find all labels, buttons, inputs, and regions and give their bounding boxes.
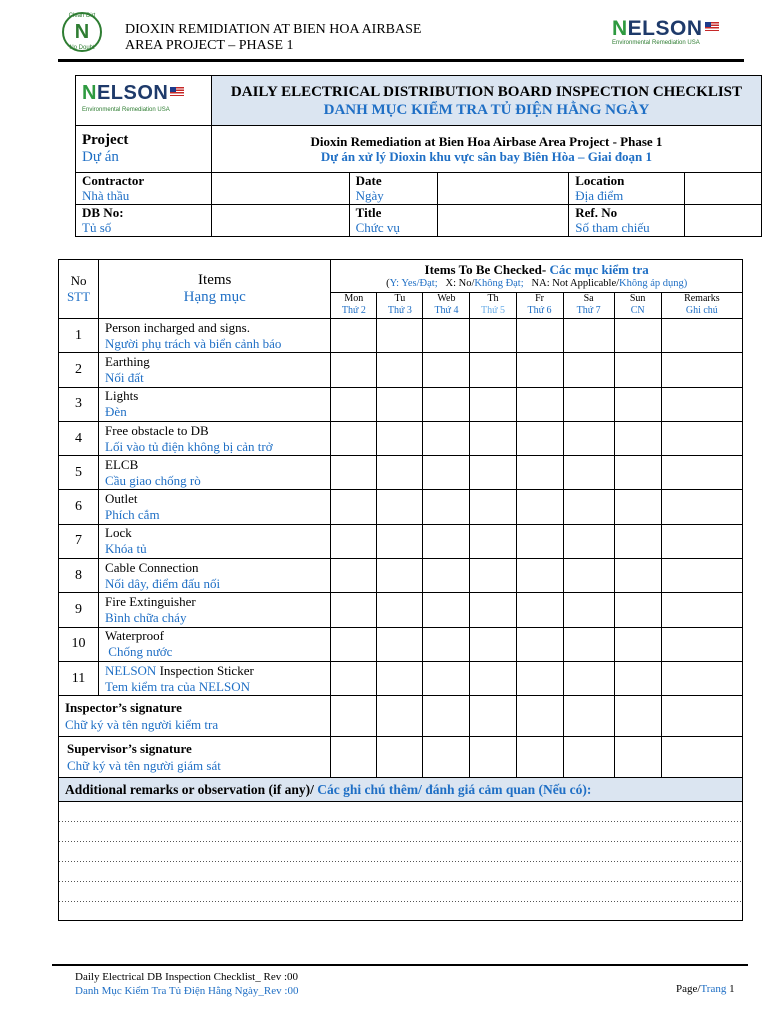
day-en: Mon xyxy=(344,293,364,304)
title-label-cell xyxy=(349,205,437,237)
row-number: 10 xyxy=(59,627,99,661)
legend-yes-vi: Đạt; xyxy=(419,278,438,289)
table-row xyxy=(59,421,743,455)
check-cell-tue[interactable] xyxy=(377,387,423,421)
check-cell-thu[interactable] xyxy=(470,319,516,353)
table-row xyxy=(59,559,743,593)
row-item xyxy=(99,627,331,661)
row-item-en: Free obstacle to DB xyxy=(105,422,209,438)
row-number: 3 xyxy=(59,387,99,421)
day-vi: Thứ 2 xyxy=(341,305,366,316)
day-en: Remarks xyxy=(684,293,720,304)
inspector-sign-fri[interactable] xyxy=(516,696,563,737)
check-cell-remarks[interactable] xyxy=(661,421,742,455)
check-cell-thu[interactable] xyxy=(470,524,516,558)
form-logo-cell xyxy=(76,76,212,126)
form-us-flag-icon xyxy=(170,87,184,96)
inspector-sign-thu[interactable] xyxy=(470,696,516,737)
check-cell-mon[interactable] xyxy=(331,661,377,695)
check-cell-remarks[interactable] xyxy=(661,524,742,558)
supervisor-sign-wed[interactable] xyxy=(423,737,470,778)
day-en: Fr xyxy=(535,293,544,304)
check-cell-thu[interactable] xyxy=(470,421,516,455)
row-item-en: Lock xyxy=(105,525,132,541)
row-item xyxy=(99,319,331,353)
check-cell-fri[interactable] xyxy=(516,387,563,421)
supervisor-sign-remarks[interactable] xyxy=(661,737,742,778)
check-cell-fri[interactable] xyxy=(516,661,563,695)
check-cell-thu[interactable] xyxy=(470,593,516,627)
check-cell-mon[interactable] xyxy=(331,593,377,627)
page-label-vi: Trang xyxy=(700,983,727,995)
row-item xyxy=(99,524,331,558)
page-number xyxy=(676,983,735,995)
day-header-sun xyxy=(614,293,661,319)
check-cell-mon[interactable] xyxy=(331,490,377,524)
row-item-en: Cable Connection xyxy=(105,559,199,575)
form-logo-tagline: Environmental Remediation USA xyxy=(82,107,170,113)
check-cell-fri[interactable] xyxy=(516,524,563,558)
check-cell-fri[interactable] xyxy=(516,421,563,455)
check-cell-tue[interactable] xyxy=(377,353,423,387)
check-cell-mon[interactable] xyxy=(331,456,377,490)
check-cell-wed[interactable] xyxy=(423,421,470,455)
row-item xyxy=(99,490,331,524)
check-cell-thu[interactable] xyxy=(470,456,516,490)
page-label-en: Page/ xyxy=(676,983,701,995)
items-header xyxy=(99,260,331,319)
inspector-sign-mon[interactable] xyxy=(331,696,377,737)
check-cell-tue[interactable] xyxy=(377,661,423,695)
date-label-vi: Ngày xyxy=(355,188,384,203)
ref-label-cell xyxy=(569,205,685,237)
check-cell-sat[interactable] xyxy=(563,627,614,661)
check-header-en: Items To Be Checked- xyxy=(424,262,547,277)
row-item-en: Person incharged and signs. xyxy=(105,319,250,335)
seal-bottom-text: No Doubt xyxy=(69,45,95,51)
table-row xyxy=(59,319,743,353)
check-cell-mon[interactable] xyxy=(331,524,377,558)
legend-no-vi: Không Đạt; xyxy=(474,278,524,289)
inspector-sign-sat[interactable] xyxy=(563,696,614,737)
items-header-vi: Hạng mục xyxy=(183,289,246,305)
row-number: 11 xyxy=(59,661,99,695)
check-cell-wed[interactable] xyxy=(423,627,470,661)
form-logo-n: N xyxy=(82,82,97,104)
logo-text: ELSON xyxy=(627,17,703,40)
inspector-signature-en: Inspector’s signature xyxy=(65,700,182,716)
row-item-vi: Cầu giao chống rò xyxy=(105,472,201,488)
check-cell-mon[interactable] xyxy=(331,353,377,387)
check-cell-remarks[interactable] xyxy=(661,319,742,353)
check-cell-remarks[interactable] xyxy=(661,387,742,421)
supervisor-sign-thu[interactable] xyxy=(470,737,516,778)
form-title-vi: DANH MỤC KIỂM TRA TỦ ĐIỆN HẰNG NGÀY xyxy=(323,101,650,118)
inspection-checklist-table xyxy=(58,259,743,921)
check-cell-thu[interactable] xyxy=(470,490,516,524)
location-label-en: Location xyxy=(575,173,625,188)
table-row xyxy=(59,627,743,661)
no-header-en: No xyxy=(70,273,87,288)
check-cell-wed[interactable] xyxy=(423,319,470,353)
project-label-cell xyxy=(76,126,212,173)
additional-remarks-header xyxy=(59,778,743,802)
us-flag-icon xyxy=(705,22,719,31)
seal-top-text: Clean Dirt xyxy=(68,13,96,19)
check-cell-sun[interactable] xyxy=(614,524,661,558)
check-cell-sun[interactable] xyxy=(614,456,661,490)
inspector-sign-sun[interactable] xyxy=(614,696,661,737)
row-item-vi: Nối dây, điểm đấu nối xyxy=(105,575,221,591)
row-item-en: Inspection Sticker xyxy=(156,662,254,678)
project-label-vi: Dự án xyxy=(82,149,119,165)
inspector-sign-remarks[interactable] xyxy=(661,696,742,737)
row-item-vi: Đèn xyxy=(105,404,127,420)
dbno-label-en: DB No: xyxy=(82,205,124,220)
check-cell-sun[interactable] xyxy=(614,353,661,387)
check-cell-sun[interactable] xyxy=(614,421,661,455)
row-item-en: Lights xyxy=(105,388,139,404)
day-header-sat xyxy=(563,293,614,319)
inspector-sign-wed[interactable] xyxy=(423,696,470,737)
header-title-line2: AREA PROJECT – PHASE 1 xyxy=(125,38,294,53)
table-row xyxy=(59,524,743,558)
table-row xyxy=(59,456,743,490)
inspector-signature-label xyxy=(59,696,331,737)
dbno-label-vi: Tủ số xyxy=(82,220,112,235)
footer-rule xyxy=(52,964,748,966)
form-title-cell xyxy=(211,76,761,126)
supervisor-sign-sun[interactable] xyxy=(614,737,661,778)
day-header-thu xyxy=(470,293,516,319)
footer-line-en: Daily Electrical DB Inspection Checklist_ Rev :00 xyxy=(75,971,299,983)
remarks-header xyxy=(661,293,742,319)
seal-letter: N xyxy=(74,20,90,43)
inspector-sign-tue[interactable] xyxy=(377,696,423,737)
table-row xyxy=(59,661,743,695)
supervisor-sign-fri[interactable] xyxy=(516,737,563,778)
check-cell-wed[interactable] xyxy=(423,353,470,387)
remarks-writing-area[interactable] xyxy=(59,802,743,921)
supervisor-sign-sat[interactable] xyxy=(563,737,614,778)
day-header-tue xyxy=(377,293,423,319)
check-cell-sun[interactable] xyxy=(614,490,661,524)
row-number: 1 xyxy=(59,319,99,353)
check-cell-thu[interactable] xyxy=(470,353,516,387)
clean-dirt-seal-logo xyxy=(62,12,102,52)
row-item-en: Waterproof xyxy=(105,628,164,644)
check-cell-fri[interactable] xyxy=(516,353,563,387)
day-vi: Thứ 3 xyxy=(387,305,412,316)
row-item xyxy=(99,387,331,421)
row-number: 4 xyxy=(59,421,99,455)
no-header-vi: STT xyxy=(66,289,91,304)
check-cell-mon[interactable] xyxy=(331,387,377,421)
legend-no-en: X: No/ xyxy=(445,278,475,289)
location-field[interactable] xyxy=(685,173,762,205)
check-cell-wed[interactable] xyxy=(423,524,470,558)
check-cell-remarks[interactable] xyxy=(661,627,742,661)
check-cell-sun[interactable] xyxy=(614,593,661,627)
row-item-vi: Phích cắm xyxy=(105,507,160,523)
ref-field[interactable] xyxy=(685,205,762,237)
check-cell-wed[interactable] xyxy=(423,387,470,421)
supervisor-sign-tue[interactable] xyxy=(377,737,423,778)
day-vi: Thứ 4 xyxy=(434,305,459,316)
row-item-vi: Lối vào tủ điện không bị cản trở xyxy=(105,438,273,454)
ref-label-en: Ref. No xyxy=(575,205,618,220)
check-cell-remarks[interactable] xyxy=(661,593,742,627)
row-item-en: ELCB xyxy=(105,456,139,472)
check-cell-mon[interactable] xyxy=(331,319,377,353)
check-cell-sat[interactable] xyxy=(563,387,614,421)
day-vi: Thứ 5 xyxy=(480,305,506,316)
check-cell-sun[interactable] xyxy=(614,559,661,593)
project-value-vi: Dự án xử lý Dioxin khu vực sân bay Biên Hòa – Giai đoạn 1 xyxy=(320,149,653,164)
check-cell-remarks[interactable] xyxy=(661,661,742,695)
check-cell-sat[interactable] xyxy=(563,353,614,387)
row-item-vi: Khóa tủ xyxy=(105,541,147,557)
nelson-header-logo xyxy=(612,18,719,46)
row-item xyxy=(99,353,331,387)
contractor-field[interactable] xyxy=(211,173,349,205)
row-item-brand: NELSON xyxy=(105,662,157,678)
table-row xyxy=(59,353,743,387)
date-field[interactable] xyxy=(437,173,569,205)
logo-tagline: Environmental Remediation USA xyxy=(612,40,700,46)
row-number: 7 xyxy=(59,524,99,558)
row-item xyxy=(99,421,331,455)
check-cell-wed[interactable] xyxy=(423,559,470,593)
day-vi: CN xyxy=(630,305,645,316)
check-cell-tue[interactable] xyxy=(377,559,423,593)
logo-n: N xyxy=(612,17,628,40)
footer-doc-name xyxy=(75,970,298,998)
form-logo-text: ELSON xyxy=(96,82,169,104)
check-legend xyxy=(331,277,742,290)
check-header-vi: Các mục kiểm tra xyxy=(546,262,649,277)
row-number: 5 xyxy=(59,456,99,490)
check-cell-thu[interactable] xyxy=(470,661,516,695)
remarks-header-en: Additional remarks or observation (if any)/ xyxy=(65,781,314,797)
day-vi: Ghi chú xyxy=(685,305,718,316)
contractor-label-en: Contractor xyxy=(82,173,145,188)
no-header xyxy=(59,260,99,319)
remarks-header-vi: Các ghi chú thêm/ đánh giá cảm quan (Nếu có): xyxy=(313,781,592,797)
items-header-en: Items xyxy=(198,272,232,288)
contractor-label-cell xyxy=(76,173,212,205)
day-en: Tu xyxy=(394,293,406,304)
date-label-cell xyxy=(349,173,437,205)
header-rule xyxy=(58,59,744,62)
day-vi: Thứ 6 xyxy=(527,305,552,316)
legend-na-en: NA: Not Applicable/ xyxy=(531,278,620,289)
row-item-vi: Nối đất xyxy=(105,369,144,385)
check-cell-fri[interactable] xyxy=(516,627,563,661)
check-cell-tue[interactable] xyxy=(377,524,423,558)
day-header-fri xyxy=(516,293,563,319)
check-cell-fri[interactable] xyxy=(516,319,563,353)
day-en: Th xyxy=(487,293,499,304)
check-cell-thu[interactable] xyxy=(470,559,516,593)
project-label-en: Project xyxy=(82,132,129,148)
day-header-wed xyxy=(423,293,470,319)
check-cell-sat[interactable] xyxy=(563,559,614,593)
check-cell-mon[interactable] xyxy=(331,627,377,661)
ref-label-vi: Số tham chiếu xyxy=(575,220,650,235)
dbno-field[interactable] xyxy=(211,205,349,237)
check-cell-wed[interactable] xyxy=(423,456,470,490)
project-value-cell xyxy=(211,126,761,173)
check-cell-fri[interactable] xyxy=(516,490,563,524)
row-item-en: Earthing xyxy=(105,353,150,369)
check-cell-sat[interactable] xyxy=(563,319,614,353)
row-item-vi: Tem kiểm tra của NELSON xyxy=(105,678,250,694)
page-number-value: 1 xyxy=(726,983,735,995)
footer-line-vi: Danh Mục Kiểm Tra Tủ Điện Hằng Ngày_Rev :00 xyxy=(75,985,299,997)
check-cell-wed[interactable] xyxy=(423,593,470,627)
remarks-dotted-lines xyxy=(59,802,742,920)
table-row xyxy=(59,387,743,421)
header-title-line1: DIOXIN REMIDIATION AT BIEN HOA AIRBASE xyxy=(125,22,422,37)
row-item-vi: Chống nước xyxy=(105,644,173,660)
day-en: Web xyxy=(437,293,456,304)
row-item xyxy=(99,661,331,695)
contractor-label-vi: Nhà thầu xyxy=(82,188,130,203)
row-item-vi: Người phụ trách và biển cảnh báo xyxy=(105,335,282,351)
supervisor-signature-en: Supervisor’s signature xyxy=(67,741,192,757)
row-number: 9 xyxy=(59,593,99,627)
row-item-en: Outlet xyxy=(105,491,138,507)
check-cell-sun[interactable] xyxy=(614,387,661,421)
check-cell-mon[interactable] xyxy=(331,421,377,455)
check-cell-sat[interactable] xyxy=(563,524,614,558)
check-cell-fri[interactable] xyxy=(516,593,563,627)
row-item-vi: Bình chữa cháy xyxy=(105,610,187,626)
check-cell-sat[interactable] xyxy=(563,490,614,524)
check-cell-remarks[interactable] xyxy=(661,456,742,490)
supervisor-signature-label xyxy=(59,737,331,778)
check-cell-tue[interactable] xyxy=(377,456,423,490)
legend-open: ( xyxy=(386,278,390,289)
check-cell-sat[interactable] xyxy=(563,661,614,695)
location-label-vi: Địa điểm xyxy=(575,188,624,203)
title-label-en: Title xyxy=(355,205,382,220)
legend-na-vi: Không áp dụng) xyxy=(619,278,688,289)
table-row xyxy=(59,490,743,524)
check-header xyxy=(331,260,743,293)
row-item xyxy=(99,559,331,593)
supervisor-sign-mon[interactable] xyxy=(331,737,377,778)
check-cell-tue[interactable] xyxy=(377,421,423,455)
check-cell-remarks[interactable] xyxy=(661,559,742,593)
check-cell-tue[interactable] xyxy=(377,627,423,661)
check-cell-sat[interactable] xyxy=(563,593,614,627)
check-cell-remarks[interactable] xyxy=(661,353,742,387)
day-en: Sa xyxy=(583,293,594,304)
checklist-rows xyxy=(59,319,743,696)
day-en: Sun xyxy=(629,293,646,304)
check-cell-tue[interactable] xyxy=(377,319,423,353)
location-label-cell xyxy=(569,173,685,205)
check-cell-fri[interactable] xyxy=(516,559,563,593)
check-cell-thu[interactable] xyxy=(470,627,516,661)
row-item xyxy=(99,456,331,490)
check-cell-remarks[interactable] xyxy=(661,490,742,524)
title-field[interactable] xyxy=(437,205,569,237)
check-cell-tue[interactable] xyxy=(377,490,423,524)
check-cell-sun[interactable] xyxy=(614,319,661,353)
supervisor-signature-vi: Chữ ký và tên người giám sát xyxy=(67,758,221,774)
form-title-en: DAILY ELECTRICAL DISTRIBUTION BOARD INSPECTION CHECKLIST xyxy=(230,83,743,100)
day-header-mon xyxy=(331,293,377,319)
check-cell-tue[interactable] xyxy=(377,593,423,627)
title-label-vi: Chức vụ xyxy=(355,220,400,235)
check-cell-sun[interactable] xyxy=(614,627,661,661)
row-number: 8 xyxy=(59,559,99,593)
page-header-title xyxy=(125,22,421,54)
project-value-en: Dioxin Remediation at Bien Hoa Airbase Area Project - Phase 1 xyxy=(310,134,663,149)
check-cell-sat[interactable] xyxy=(563,456,614,490)
day-vi: Thứ 7 xyxy=(576,305,601,316)
check-cell-sat[interactable] xyxy=(563,421,614,455)
legend-yes-en: Y: Yes/ xyxy=(389,278,420,289)
form-header-table xyxy=(75,75,762,237)
inspector-signature-vi: Chữ ký và tên người kiểm tra xyxy=(65,717,219,733)
check-cell-fri[interactable] xyxy=(516,456,563,490)
check-cell-wed[interactable] xyxy=(423,490,470,524)
check-cell-mon[interactable] xyxy=(331,559,377,593)
dbno-label-cell xyxy=(76,205,212,237)
row-item-en: Fire Extinguisher xyxy=(105,594,196,610)
table-row xyxy=(59,593,743,627)
check-cell-thu[interactable] xyxy=(470,387,516,421)
check-cell-sun[interactable] xyxy=(614,661,661,695)
row-number: 6 xyxy=(59,490,99,524)
row-item xyxy=(99,593,331,627)
check-cell-wed[interactable] xyxy=(423,661,470,695)
date-label-en: Date xyxy=(355,173,382,188)
row-number: 2 xyxy=(59,353,99,387)
